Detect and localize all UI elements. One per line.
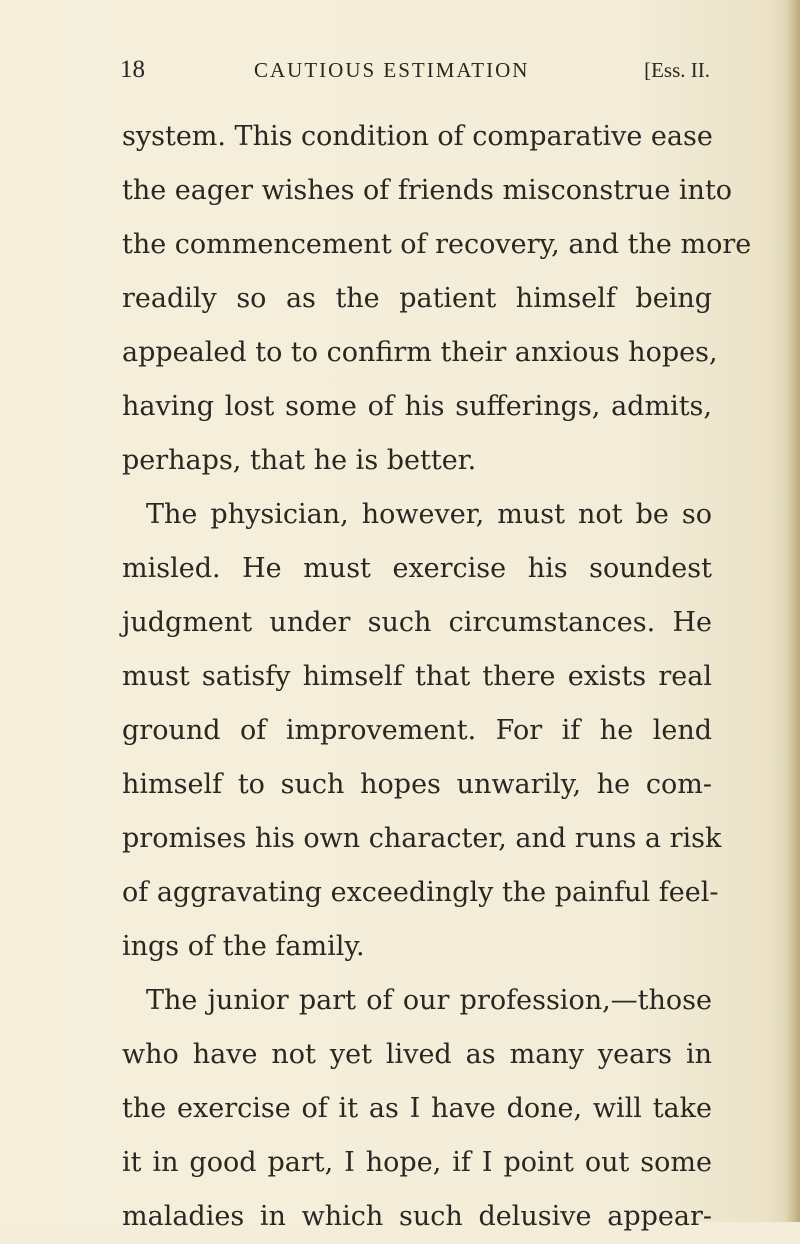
text-line: system. This condition of comparative ease xyxy=(122,121,713,152)
body-text xyxy=(122,110,752,1244)
text-line: having lost some of his sufferings, admits, xyxy=(122,391,712,422)
text-line: judgment under such circumstances. He xyxy=(122,607,712,638)
text-line: the commencement of recovery, and the more xyxy=(122,229,752,260)
text-line: appealed to to confirm their anxious hopes, xyxy=(122,337,718,368)
text-line: perhaps, that he is better. xyxy=(122,445,477,476)
text-line: ground of improvement. For if he lend xyxy=(122,715,712,746)
text-line: readily so as the patient himself being xyxy=(122,283,712,314)
running-title: CAUTIOUS ESTIMATION xyxy=(254,58,530,82)
text-line: maladies in which such delusive appear- xyxy=(122,1201,712,1232)
text-line: the exercise of it as I have done, will take xyxy=(122,1093,712,1124)
text-line: ings of the family. xyxy=(122,931,365,962)
text-line: it in good part, I hope, if I point out some xyxy=(122,1147,712,1178)
text-line: who have not yet lived as many years in xyxy=(122,1039,712,1070)
running-head xyxy=(120,56,710,88)
text-line: promises his own character, and runs a risk xyxy=(122,823,722,854)
text-line: of aggravating exceedingly the painful feel- xyxy=(122,877,719,908)
section-marker: [Ess. II. xyxy=(644,58,710,82)
page-number: 18 xyxy=(120,56,145,83)
text-line: The physician, however, must not be so xyxy=(146,499,712,530)
page-edge xyxy=(786,0,800,1222)
text-line: the eager wishes of friends misconstrue into xyxy=(122,175,733,206)
text-line: misled. He must exercise his soundest xyxy=(122,553,712,584)
text-line: must satisfy himself that there exists real xyxy=(122,661,712,692)
text-line: The junior part of our profession,—those xyxy=(146,985,712,1016)
text-line: himself to such hopes unwarily, he com- xyxy=(122,769,712,800)
